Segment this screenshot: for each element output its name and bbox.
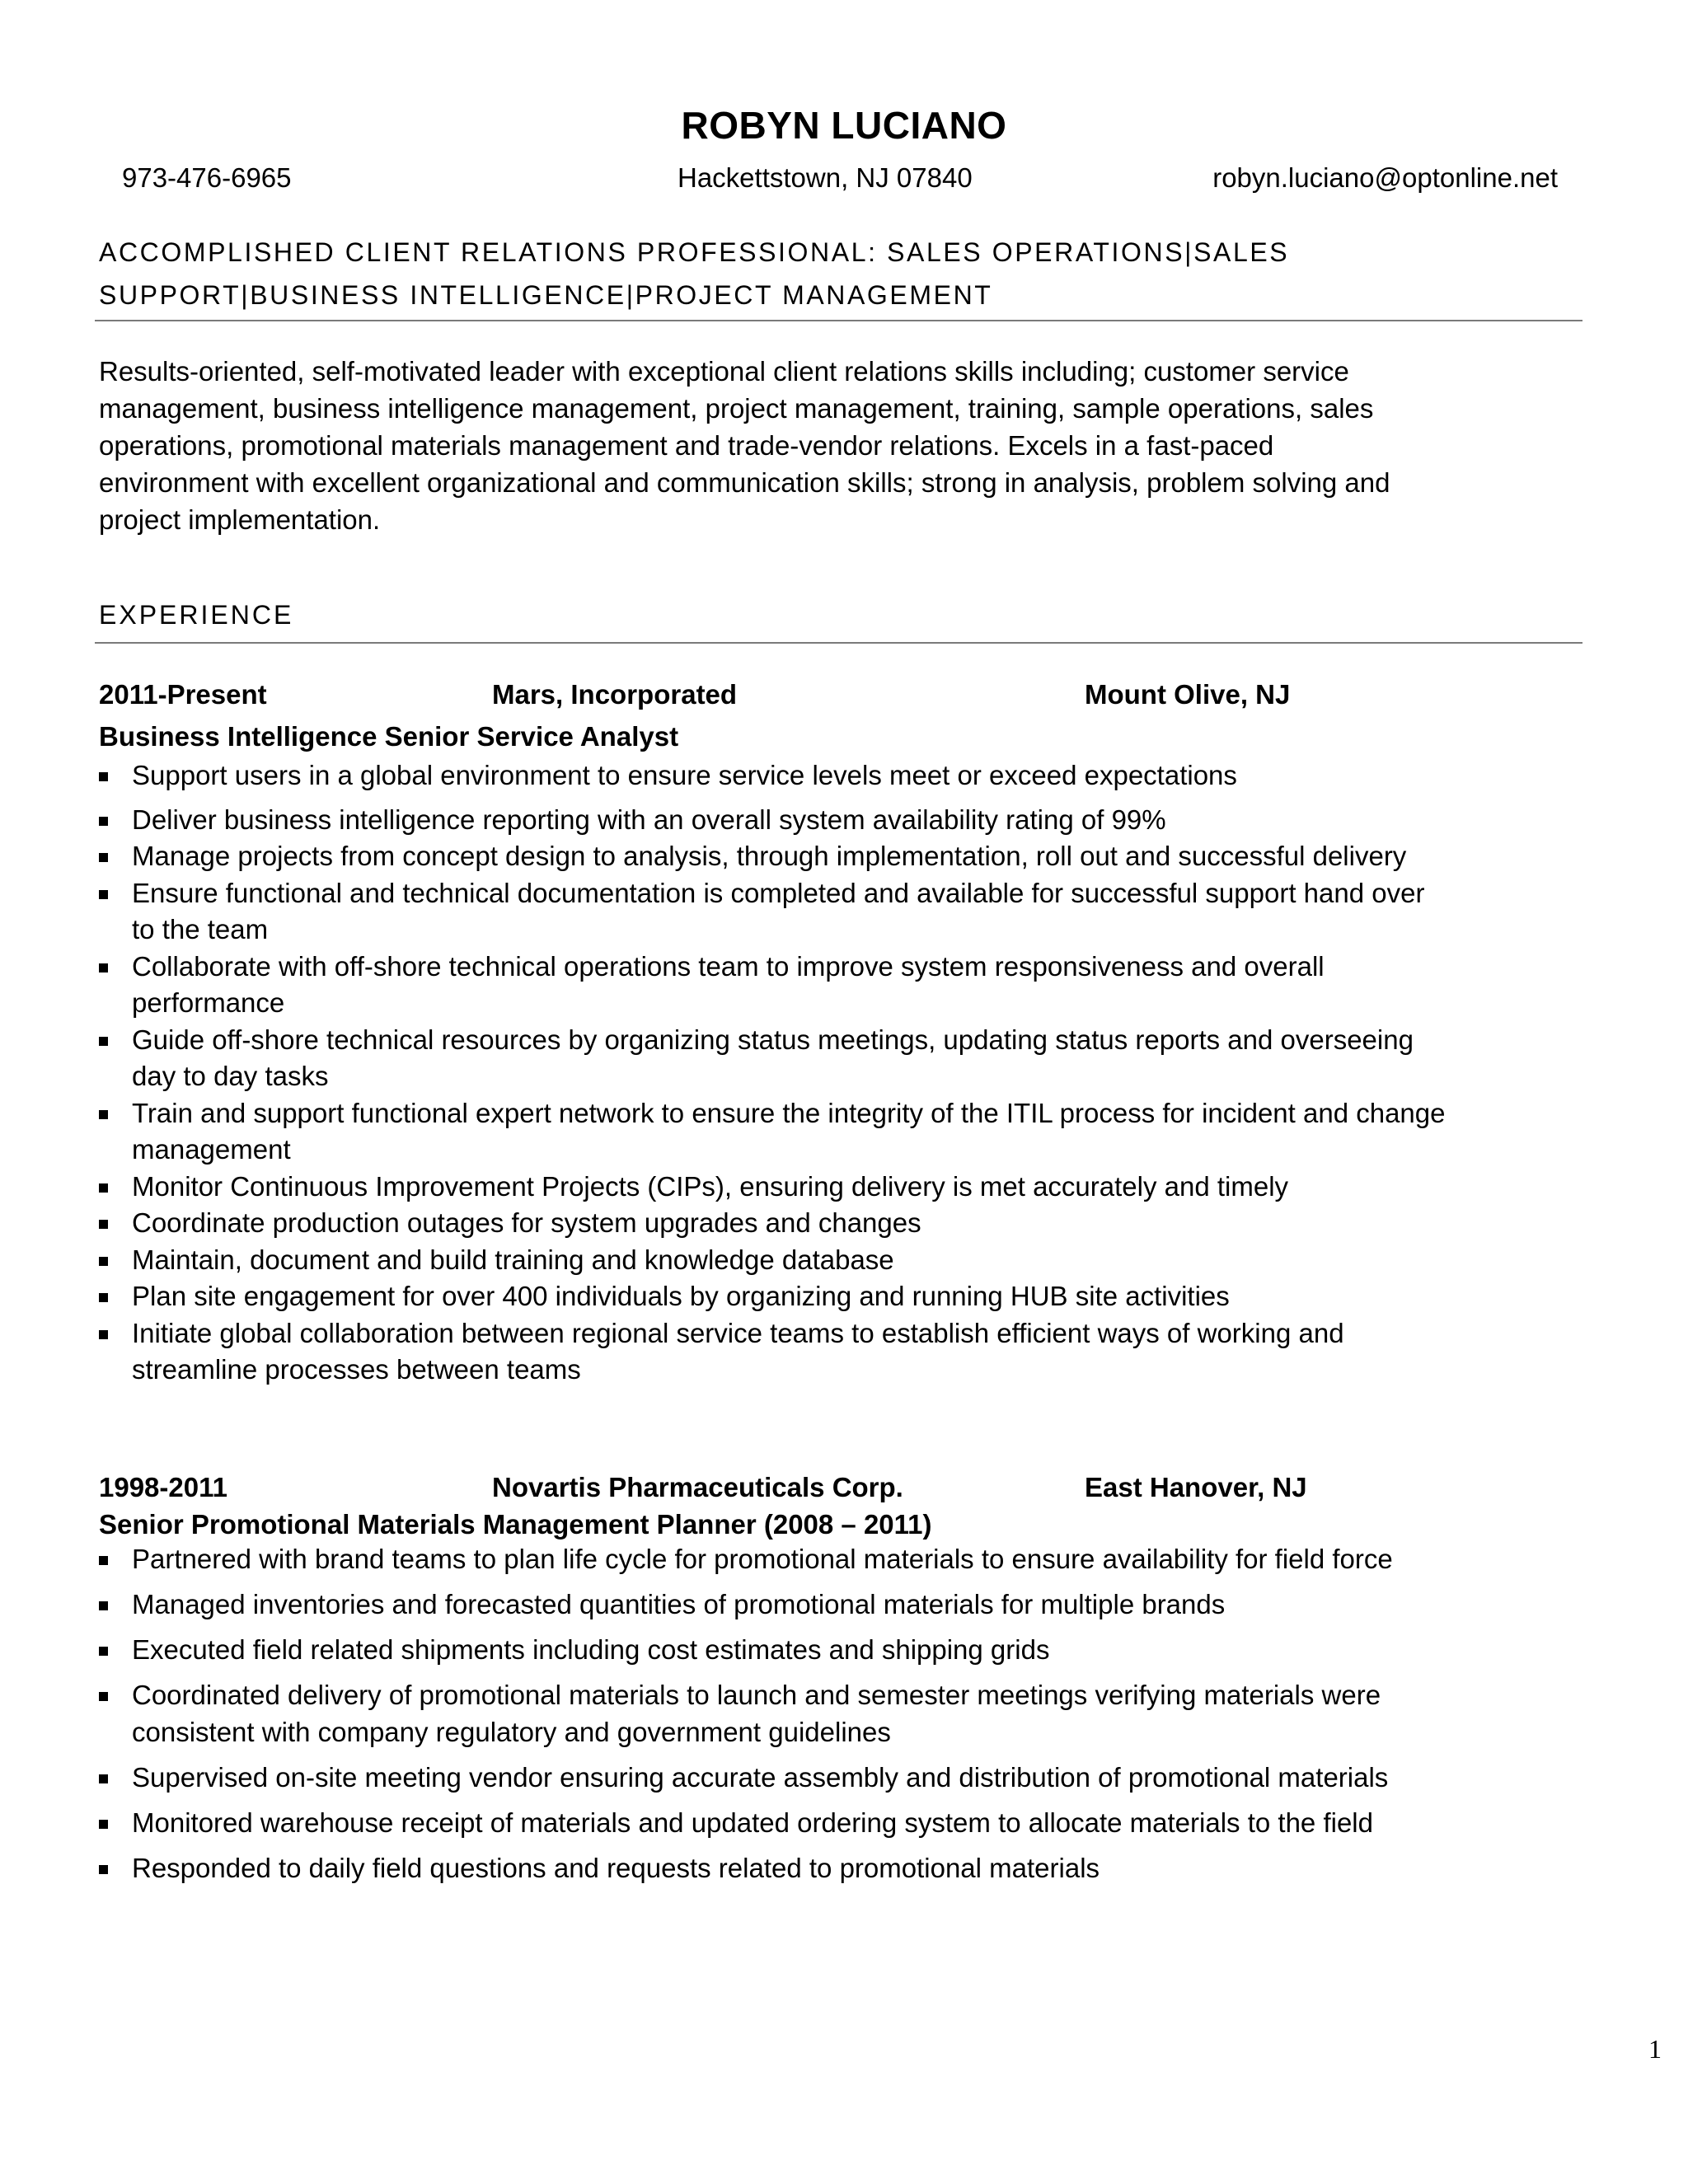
job-bullet (99, 1677, 1451, 1750)
job-company: Mars, Incorporated (492, 679, 738, 710)
job-bullet (99, 949, 1451, 1022)
job-bullet (99, 757, 1451, 794)
square-bullet-icon (99, 963, 108, 972)
headline-divider (95, 320, 1582, 321)
job-bullet-text: Executed field related shipments including cost estimates and shipping grids (132, 1634, 1050, 1665)
job-bullet (99, 1022, 1451, 1095)
job-bullet-text: Plan site engagement for over 400 individuals by organizing and running HUB site activities (132, 1281, 1230, 1311)
job-bullet-list (99, 757, 1451, 1389)
job-location: Mount Olive, NJ (1085, 679, 1291, 710)
job-bullet-text: Managed inventories and forecasted quantities of promotional materials for multiple brands (132, 1589, 1226, 1619)
square-bullet-icon (99, 1330, 108, 1339)
job-location: East Hanover, NJ (1085, 1472, 1307, 1502)
square-bullet-icon (99, 1037, 108, 1046)
experience-section-title: EXPERIENCE (99, 600, 294, 630)
square-bullet-icon (99, 1556, 108, 1565)
job-bullet (99, 1315, 1451, 1389)
job-bullet (99, 1278, 1451, 1315)
job-bullet (99, 1805, 1451, 1842)
square-bullet-icon (99, 853, 108, 862)
job-bullet (99, 1632, 1451, 1669)
candidate-name: ROBYN LUCIANO (681, 104, 1007, 147)
square-bullet-icon (99, 1257, 108, 1266)
job-bullet (99, 1169, 1451, 1206)
job-bullet-text: Deliver business intelligence reporting with an overall system availability rating of 99% (132, 804, 1166, 835)
contact-phone: 973-476-6965 (122, 162, 292, 193)
job-bullet-text: Train and support functional expert network to ensure the integrity of the ITIL process for incident and change management (132, 1097, 1446, 1165)
square-bullet-icon (99, 1820, 108, 1829)
job-bullet (99, 1541, 1451, 1578)
job-company: Novartis Pharmaceuticals Corp. (492, 1472, 903, 1502)
job-bullet-text: Initiate global collaboration between regional service teams to establish efficient ways of working and streamline processes between teams (132, 1317, 1344, 1385)
square-bullet-icon (99, 817, 108, 826)
square-bullet-icon (99, 1110, 108, 1119)
job-header (99, 1469, 1500, 1507)
square-bullet-icon (99, 1183, 108, 1193)
job-bullet (99, 1850, 1451, 1887)
job-bullet-text: Responded to daily field questions and requests related to promotional materials (132, 1852, 1100, 1883)
job-bullet (99, 1242, 1451, 1279)
job-bullet-text: Monitor Continuous Improvement Projects (CIPs), ensuring delivery is met accurately and timely (132, 1170, 1289, 1202)
job-bullet-text: Monitored warehouse receipt of materials and updated ordering system to allocate materials to the field (132, 1807, 1373, 1838)
square-bullet-icon (99, 772, 108, 781)
job-bullet (99, 838, 1451, 875)
job-bullet-text: Maintain, document and build training and knowledge database (132, 1244, 894, 1275)
square-bullet-icon (99, 1692, 108, 1701)
square-bullet-icon (99, 1220, 108, 1229)
job-bullet-text: Partnered with brand teams to plan life cycle for promotional materials to ensure availability for field force (132, 1544, 1393, 1574)
job-bullet-text: Supervised on-site meeting vendor ensuring accurate assembly and distribution of promotional materials (132, 1761, 1389, 1793)
job-bullet (99, 1586, 1451, 1624)
job-bullet (99, 802, 1451, 839)
square-bullet-icon (99, 1774, 108, 1783)
job-bullet-text: Coordinated delivery of promotional materials to launch and semester meetings verifying materials were consistent with company regulatory and government guidelines (132, 1680, 1381, 1747)
square-bullet-icon (99, 890, 108, 899)
square-bullet-icon (99, 1647, 108, 1656)
job-bullet-text: Manage projects from concept design to analysis, through implementation, roll out and successful delivery (132, 841, 1407, 871)
job-bullet (99, 1095, 1451, 1169)
square-bullet-icon (99, 1293, 108, 1302)
job-title: Senior Promotional Materials Management Planner (2008 – 2011) (99, 1509, 932, 1540)
job-header (99, 676, 1500, 714)
job-bullet-text: Support users in a global environment to ensure service levels meet or exceed expectations (132, 760, 1237, 790)
contact-location: Hackettstown, NJ 07840 (678, 162, 973, 193)
job-bullet-text: Coordinate production outages for system upgrades and changes (132, 1207, 921, 1238)
contact-email: robyn.luciano@optonline.net (1212, 162, 1558, 193)
job-dates: 2011-Present (99, 679, 267, 710)
job-bullet-text: Guide off-shore technical resources by organizing status meetings, updating status reports and overseeing day to day tasks (132, 1024, 1414, 1091)
job-bullet (99, 875, 1451, 949)
job-bullet-text: Collaborate with off-shore technical operations team to improve system responsiveness and overall performance (132, 950, 1325, 1018)
experience-divider (95, 642, 1582, 644)
job-bullet (99, 1205, 1451, 1242)
professional-headline: ACCOMPLISHED CLIENT RELATIONS PROFESSIONAL: SALES OPERATIONS|SALES SUPPORT|BUSINESS INTELLIGENCE|PROJECT MANAGEMENT (99, 237, 1290, 310)
job-bullet-list (99, 1541, 1451, 1896)
professional-summary: Results-oriented, self-motivated leader with exceptional client relations skills including; customer service management, business intelligence management, project management, training, sample operations, sales operations, promotional materials management and trade-vendor relations. Excels in a fast-paced environment with excellent organizational and communication skills; strong in analysis, problem solving and project implementation. (99, 356, 1390, 535)
job-bullet-text: Ensure functional and technical documentation is completed and available for successful support hand over to the team (132, 877, 1425, 944)
square-bullet-icon (99, 1601, 108, 1610)
job-bullet (99, 1760, 1451, 1797)
page-number: 1 (1648, 2034, 1662, 2064)
job-title: Business Intelligence Senior Service Analyst (99, 721, 679, 752)
job-dates: 1998-2011 (99, 1472, 227, 1502)
square-bullet-icon (99, 1865, 108, 1874)
